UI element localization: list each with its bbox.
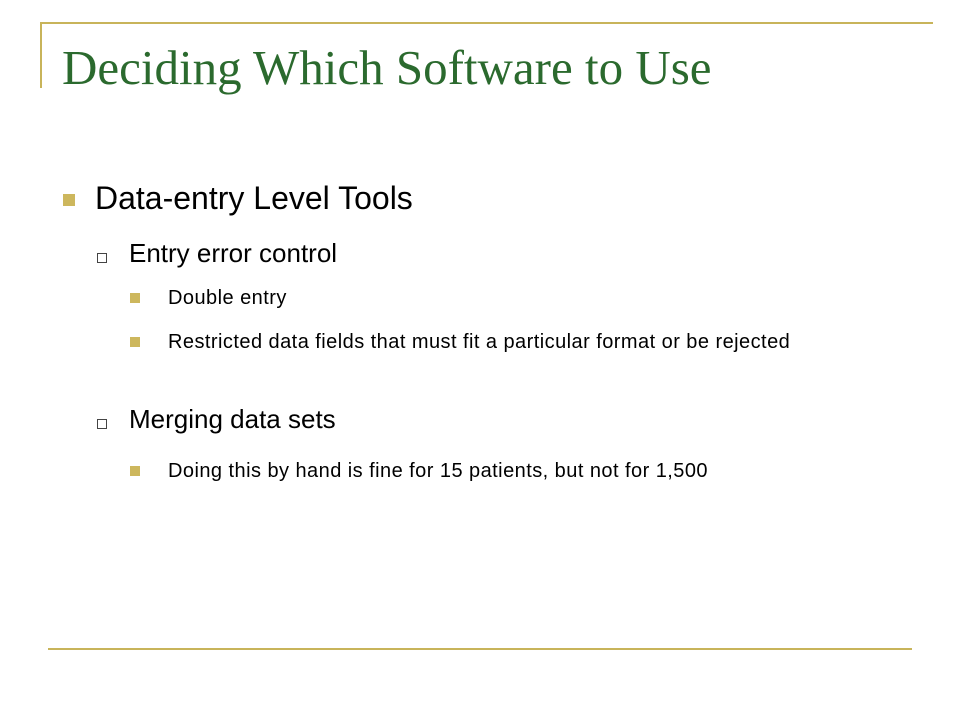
- top-accent-rule: [40, 22, 933, 24]
- bullet-text: Double entry: [168, 287, 287, 309]
- square-bullet-icon: [63, 194, 75, 206]
- bullet-text: Merging data sets: [129, 404, 336, 434]
- slide-title: Deciding Which Software to Use: [62, 40, 712, 95]
- hollow-square-bullet-icon: [97, 419, 107, 429]
- bullet-text: Restricted data fields that must fit a particular format or be rejected: [168, 331, 791, 353]
- square-bullet-icon: [130, 466, 140, 476]
- square-bullet-icon: [130, 293, 140, 303]
- bullet-text: Data-entry Level Tools: [95, 180, 413, 216]
- left-accent-rule: [40, 22, 42, 88]
- square-bullet-icon: [130, 337, 140, 347]
- bullet-text: Entry error control: [129, 238, 338, 268]
- hollow-square-bullet-icon: [97, 253, 107, 263]
- bottom-accent-rule: [48, 648, 912, 650]
- bullet-text: Doing this by hand is fine for 15 patients, but not for 1,500: [168, 460, 708, 482]
